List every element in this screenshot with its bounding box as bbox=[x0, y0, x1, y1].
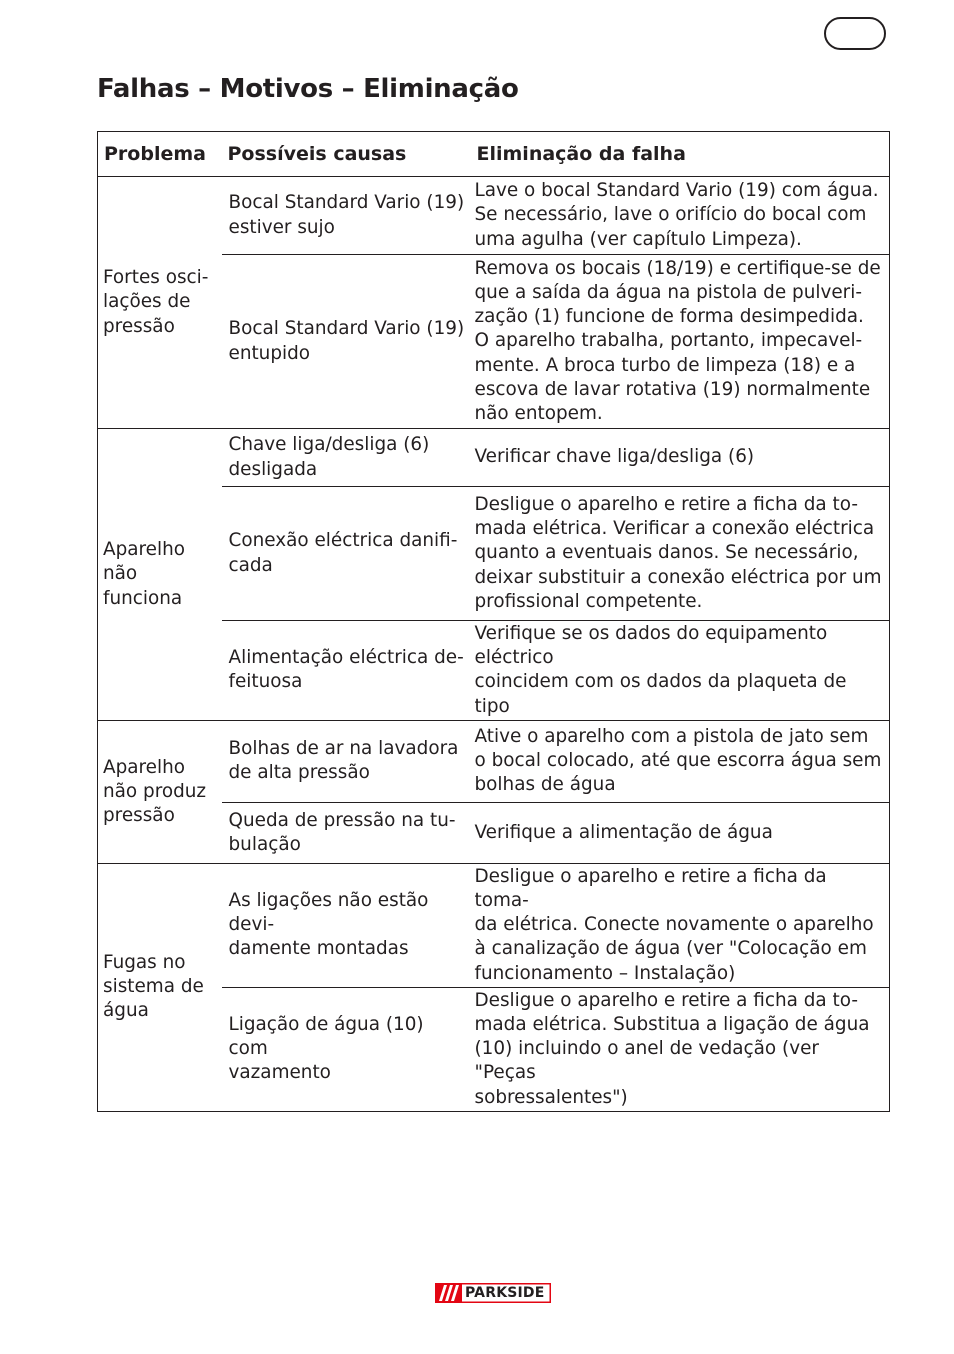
table-row bbox=[98, 863, 890, 987]
parkside-logo bbox=[435, 1283, 551, 1303]
table-row bbox=[98, 177, 890, 255]
language-badge bbox=[824, 17, 886, 50]
table-row bbox=[98, 720, 890, 802]
fix-cell: Lave o bocal Standard Vario (19) com água. Se necessário, lave o orifício do bocal com uma agulha (ver capítulo Limpeza). bbox=[474, 180, 879, 250]
fix-cell: Desligue o aparelho e retire a ficha da toma- da elétrica. Conecte novamente o aparelho à canalização de água (ver "Colocação em funcionamento – Instalação) bbox=[474, 865, 874, 984]
problem-cell: Fortes osci- lações de pressão bbox=[103, 267, 209, 337]
fix-cell: Desligue o aparelho e retire a ficha da to- mada elétrica. Verificar a conexão eléctrica quanto a eventuais danos. Se necessário, deixar substituir a conexão eléctrica por um profissional competente. bbox=[474, 493, 882, 612]
header-causes: Possíveis causas bbox=[222, 132, 471, 177]
header-problem: Problema bbox=[98, 132, 222, 177]
logo-text: PARKSIDE bbox=[465, 1285, 545, 1301]
fix-cell: Verificar chave liga/desliga (6) bbox=[474, 446, 755, 468]
cause-cell: Queda de pressão na tu- bulação bbox=[228, 809, 456, 855]
cause-cell: As ligações não estão devi- damente montadas bbox=[228, 890, 429, 960]
cause-cell: Bocal Standard Vario (19) entupido bbox=[228, 318, 465, 364]
fault-table-body bbox=[98, 177, 890, 1112]
cause-cell: Alimentação eléctrica de- feituosa bbox=[228, 647, 464, 693]
cause-cell: Conexão eléctrica danifi- cada bbox=[228, 530, 458, 576]
fix-cell: Verifique a alimentação de água bbox=[474, 821, 773, 843]
table-header-row bbox=[98, 132, 890, 177]
fix-cell: Desligue o aparelho e retire a ficha da to- mada elétrica. Substitua a ligação de água (10) incluindo o anel de vedação (ver "Peças sobressalentes") bbox=[474, 989, 870, 1108]
problem-cell: Aparelho não produz pressão bbox=[103, 756, 207, 826]
cause-cell: Bolhas de ar na lavadora de alta pressão bbox=[228, 738, 459, 784]
cause-cell: Chave liga/desliga (6) desligada bbox=[228, 434, 430, 480]
cause-cell: Ligação de água (10) com vazamento bbox=[228, 1014, 424, 1084]
problem-cell: Fugas no sistema de água bbox=[103, 952, 204, 1022]
page-title: Falhas – Motivos – Eliminação bbox=[97, 74, 519, 104]
fault-table bbox=[97, 131, 890, 1112]
cause-cell: Bocal Standard Vario (19) estiver sujo bbox=[228, 192, 465, 238]
fix-cell: Remova os bocais (18/19) e certifique-se de que a saída da água na pistola de pulveri- zação (1) funcione de forma desimpedida. O aparelho trabalha, portanto, impecavel- mente. A broca turbo de limpeza (18) e a escova de lavar rotativa (19) normalmente não entopem. bbox=[474, 257, 881, 424]
problem-cell: Aparelho não funciona bbox=[103, 539, 186, 609]
fix-cell: Ative o aparelho com a pistola de jato sem o bocal colocado, até que escorra água sem bolhas de água bbox=[474, 726, 882, 796]
header-fix: Eliminação da falha bbox=[471, 132, 890, 177]
fix-cell: Verifique se os dados do equipamento eléctrico coincidem com os dados da plaqueta de tipo bbox=[474, 623, 847, 717]
table-row bbox=[98, 429, 890, 487]
